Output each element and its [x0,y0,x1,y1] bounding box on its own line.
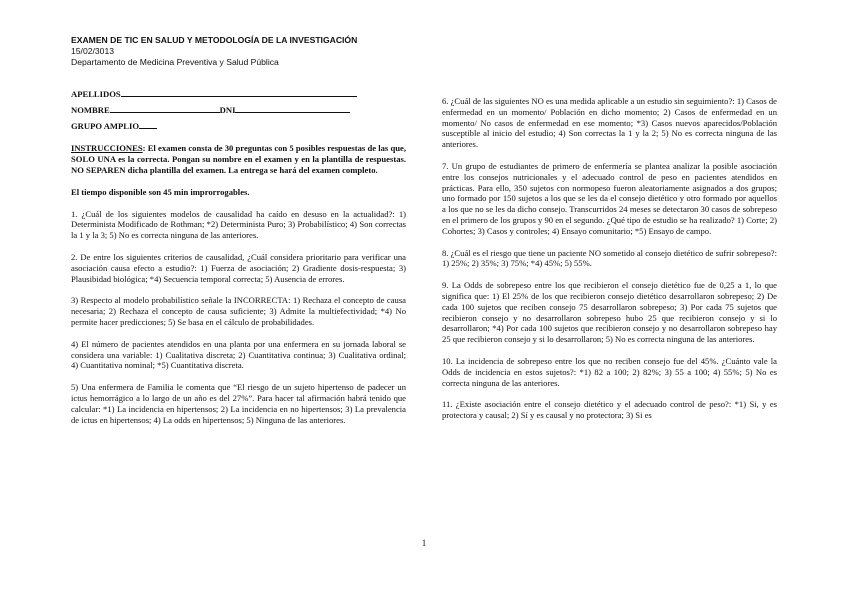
grupo-line [139,120,157,129]
question-1: 1. ¿Cuál de los siguientes modelos de causalidad ha caído en desuso en la actualidad?: 1) Determinista Modificado de Rothman; *2) Determinista Puro; 3) Probabilístico; 4) Son correctas la 1 y la 3; 5) No es correcta ninguna de las anteriores. [71,208,406,241]
dni-label: DNI [219,104,236,115]
apellidos-label: APELLIDOS [71,89,121,99]
question-7: 7. Un grupo de estudiantes de primero de enfermería se plantea analizar la posible asociación entre los consejos nutricionales y el adecuado control de peso en pacientes atendidos en prácticas. Para ello, 350 sujetos con normopeso fueron aleatoriamente asignados a dos grupos; uno formado por 150 sujetos a los que se les da el consejo dietético y otro formado por aquellos a los que no se les da dicho consejo. Transcurridos 24 meses se detectaron 30 casos de sobrepeso en el primero de los grupos y 90 en el segundo. ¿Qué tipo de estudio se ha realizado? 1) Corte; 2) Cohortes; 3) Casos y controles; 4) Ensayo comunitario; *5) Ensayo de campo. [442,160,777,236]
grupo-label: GRUPO AMPLIO [71,120,140,131]
question-10: 10. La incidencia de sobrepeso entre los que no reciben consejo fue del 45%. ¿Cuánto vale la Odds de incidencia en estos sujetos?: *1) 82 a 100; 2) 82%; 3) 55 a 100; 4) 55%; 5) No es correcta ninguna de las anteriores. [442,355,777,388]
instructions [71,143,406,175]
exam-title: EXAMEN DE TIC EN SALUD Y METODOLOGÍA DE LA INVESTIGACIÓN [71,35,358,45]
question-3: 3) Respecto al modelo probabilístico señale la INCORRECTA: 1) Rechaza el concepto de causa necesaria; 2) Rechaza el concepto de causa suficiente; 3) Admite la multiefectividad; *4) No permite hacer predicciones; 5) Se basa en el cálculo de probabilidades. [71,295,406,327]
dni-line [235,104,350,113]
apellidos-line [121,88,357,97]
instructions-label: INSTRUCCIONES [71,143,143,154]
question-11: 11. ¿Existe asociación entre el consejo dietético y el adecuado control de peso?: *1) Si, y es protectora y causal; 2) Sí y es causal y no protectora; 3) Si es [442,399,777,421]
question-4: 4) El número de pacientes atendidos en una planta por una enfermera en su jornada laboral se considera una variable: 1) Cualitativa discreta; 2) Cuantitativa continua; 3) Cualitativa ordinal; 4) Cuantitativa nominal; *5) Cuantitativa discreta. [71,338,406,371]
question-5: 5) Una enfermera de Familia le comenta que “El riesgo de un sujeto hipertenso de padecer un ictus hemorrágico a lo largo de un año es del 27%”. Para hacer tal afirmación habrá tenido que calcular: *1) La incidencia en hipertensos; 2) La incidencia en no hipertensos; 3) La prevalencia de ictus en hipertensos; 4) La odds en hipertensos; 5) Ninguna de las anteriores. [71,382,406,425]
nombre-dni-field[interactable] [71,104,406,116]
exam-date: 15/02/3013 [71,46,115,56]
left-column [71,88,406,436]
question-9: 9. La Odds de sobrepeso entre los que recibieron el consejo dietético fue de 0,25 a 1, lo que significa que: 1) El 25% de los que recibieron consejo dietético desarrollaron sobrepeso; 2) De cada 100 sujetos que reciben consejo 75 desarrollaron sobrepeso; 3) Por cada 75 sujetos que recibieron consejo y no desarrollaron sobrepeso hubo 25 que recibieron consejo y si lo desarrollaron; *4) Por cada 100 sujetos que recibieron consejo y no desarrollaron sobrepeso hay 25 que recibieron consejo y si lo desarrollaron; 5) No es correcta ninguna de las anteriores. [442,280,777,345]
question-8: 8. ¿Cuál es el riesgo que tiene un paciente NO sometido al consejo dietético de sufrir sobrepeso?: 1) 25%; 2) 35%; 3) 75%; *4) 45%; 5) 55%. [442,247,777,269]
nombre-label: NOMBRE [71,104,110,115]
apellidos-field[interactable] [71,88,406,100]
time-limit: El tiempo disponible son 45 min improrrogables. [71,186,250,197]
question-6: 6. ¿Cuál de las siguientes NO es una medida aplicable a un estudio sin seguimiento?: 1) Casos de enfermedad en un momento/ Población en dicho momento; 2) Casos de enfermedad en un momento/ No casos de enfermedad en ese momento; *3) Casos nuevos aparecidos/Población susceptible al inicio del estudio; 4) Son correctas la 1 y la 2; 5) No es correcta ninguna de las anteriores. [442,96,777,150]
instructions-text: : El examen consta de 30 preguntas con 5 posibles respuestas de las que, SOLO UNA es la correcta. Pongan su nombre en el examen y en la plantilla de respuestas. NO SEPAREN dicha plantilla del examen. La entrega se hará del examen completo. [71,143,406,175]
nombre-line [110,104,220,113]
grupo-field[interactable] [71,120,406,132]
right-column [442,96,777,432]
question-2: 2. De entre los siguientes criterios de causalidad, ¿Cuál considera prioritario para verificar una asociación causa efecto a estudio?: 1) Fuerza de asociación; 2) Gradiente dosis-respuesta; 3) Plausibidad biológica; *4) Secuencia temporal correcta; 5) Ausencia de errores. [71,251,406,284]
page-number: 1 [421,538,427,548]
department-name: Departamento de Medicina Preventiva y Salud Pública [71,57,279,67]
